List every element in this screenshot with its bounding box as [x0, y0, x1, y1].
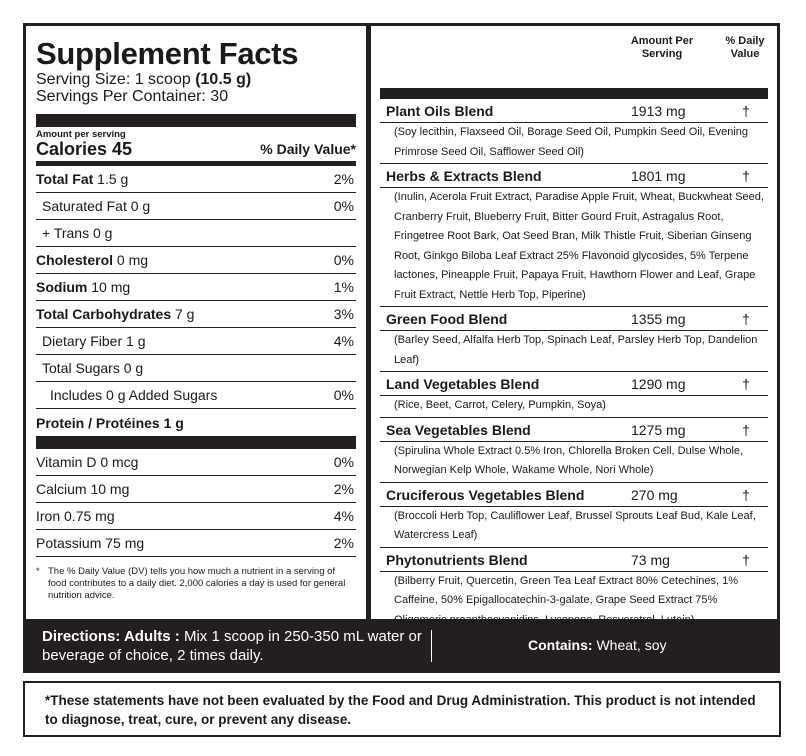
blend-amount: 73 mg [631, 551, 670, 568]
blend-amount: 270 mg [631, 486, 678, 503]
blend-list [380, 99, 768, 631]
blend-amount: 1275 mg [631, 421, 686, 438]
mineral-row-vitamin-d: Vitamin D 0 mcg 0% [36, 449, 356, 476]
blend-name: Phytonutrients Blend [386, 551, 528, 568]
nutrition-panel [26, 26, 366, 619]
blend-ingredients: (Bilberry Fruit, Quercetin, Green Tea Leaf Extract 80% Cetechines, 1% Caffeine, 50% Epigallocatechin-3-galate, Grape Seed Extract 75% Oligomeric proanthocyanidins, Lycopene, Resveratrol, Lutein) [394, 574, 739, 626]
blend-amount: 1801 mg [631, 168, 686, 184]
nutrient-row-total-fat: Total Fat 1.5 g 2% [36, 166, 356, 193]
supplement-facts-label [23, 23, 780, 673]
mineral-list [36, 449, 356, 557]
blend-header-row [380, 99, 768, 123]
calories: Calories 45 [36, 139, 133, 159]
nutrient-row-trans-fat: + Trans 0 g [36, 220, 356, 247]
blend-header-row [380, 548, 768, 572]
blend-amount: 1913 mg [631, 103, 686, 119]
blend-name: Herbs & Extracts Blend [386, 168, 542, 184]
blend-header-row [380, 307, 768, 331]
blend-sea-vegetables [380, 418, 768, 483]
mineral-row-potassium: Potassium 75 mg 2% [36, 530, 356, 557]
blend-amount: 1290 mg [631, 376, 686, 392]
blend-land-vegetables [380, 372, 768, 418]
blend-green-food [380, 307, 768, 372]
mineral-row-calcium: Calcium 10 mg 2% [36, 476, 356, 503]
blend-header-row [380, 418, 768, 442]
amount-per-serving-label: Amount per serving [36, 129, 126, 140]
daily-value-column-header: % Daily Value [725, 35, 765, 60]
blend-header-row [380, 483, 768, 507]
fda-disclaimer: *These statements have not been evaluated by the Food and Drug Administration. This product is not intended to diagnose, treat, cure, or prevent any disease. [23, 681, 781, 737]
nutrient-row-cholesterol: Cholesterol 0 mg 0% [36, 247, 356, 274]
blends-panel [371, 26, 777, 626]
nutrient-row-saturated-fat: Saturated Fat 0 g 0% [36, 193, 356, 220]
blends-header [371, 26, 777, 88]
blend-header-row [380, 372, 768, 396]
directions-text: Directions: Adults : Mix 1 scoop in 250-350 mL water or beverage of choice, 2 times daily. [42, 628, 422, 664]
blend-name: Green Food Blend [386, 311, 508, 327]
blend-header-row [380, 164, 768, 188]
nutrient-row-total-sugars: Total Sugars 0 g [36, 355, 356, 382]
panel-title: Supplement Facts [36, 36, 299, 71]
nutrient-row-total-carbohydrates: Total Carbohydrates 7 g 3% [36, 301, 356, 328]
dagger-mark: † [742, 421, 750, 438]
blend-ingredients: (Inulin, Acerola Fruit Extract, Paradise Apple Fruit, Wheat, Buckwheat Seed, Cranberry Fruit, Blueberry Fruit, Bitter Gourd Fruit, Astragalus Root, Fringetree Root Bark, Oat Seed Bran, Milk Thistle Fruit, Siberian Ginseng Root, Ginkgo Biloba Leaf Extract 25% Flavonoid glycosides, 5% Terpene lactones, Pineapple Fruit, Papaya Fruit, Hawthorn Flower and Leaf, Grape Fruit Extract, Nettle Herb Top, Piperine) [394, 191, 764, 301]
blend-ingredients: (Rice, Beet, Carrot, Celery, Pumpkin, Soya) [394, 399, 606, 411]
nutrient-row-protein: Protein / Protéines 1 g [36, 414, 184, 431]
daily-value-header: % Daily Value* [260, 141, 356, 157]
nutrient-list [36, 166, 356, 436]
nutrient-row-sodium: Sodium 10 mg 1% [36, 274, 356, 301]
blend-name: Cruciferous Vegetables Blend [386, 486, 585, 503]
nutrient-row-added-sugars: Includes 0 g Added Sugars 0% [36, 382, 356, 409]
divider-thick [36, 436, 356, 449]
blend-ingredients: (Spirulina Whole Extract 0.5% Iron, Chlorella Broken Cell, Dulse Whole, Norwegian Kelp Whole, Wakame Whole, Nori Whole) [394, 444, 744, 476]
serving-size: Serving Size: 1 scoop (10.5 g) [36, 71, 252, 88]
blend-name: Land Vegetables Blend [386, 376, 540, 392]
dagger-mark: † [742, 551, 750, 568]
blend-amount: 1355 mg [631, 311, 686, 327]
calories-row [36, 140, 356, 159]
blend-name: Sea Vegetables Blend [386, 421, 531, 438]
mineral-row-iron: Iron 0.75 mg 4% [36, 503, 356, 530]
dagger-mark: † [742, 311, 750, 327]
daily-value-footnote: * The % Daily Value (DV) tells you how much a nutrient in a serving of food contributes to a daily diet. 2,000 calories a day is used for general nutrition advice. [36, 566, 346, 601]
amount-per-serving-header: Amount Per Serving [630, 35, 694, 60]
directions-separator [431, 630, 432, 662]
blend-ingredients: (Barley Seed, Alfalfa Herb Top, Spinach Leaf, Parsley Herb Top, Dandelion Leaf) [394, 334, 758, 366]
servings-per-container: Servings Per Container: 30 [36, 88, 229, 105]
dagger-mark: † [742, 168, 750, 184]
allergen-contains: Contains: Wheat, soy [528, 637, 667, 653]
blend-herbs-extracts [380, 164, 768, 307]
blend-ingredients: (Broccoli Herb Top, Cauliflower Leaf, Brussel Sprouts Leaf Bud, Kale Leaf, Watercress Leaf) [394, 509, 756, 541]
blend-plant-oils [380, 99, 768, 164]
blend-ingredients: (Soy lecithin, Flaxseed Oil, Borage Seed Oil, Pumpkin Seed Oil, Evening Primrose Seed Oil, Safflower Seed Oil) [394, 126, 749, 158]
blend-name: Plant Oils Blend [386, 103, 494, 119]
divider-thick [380, 88, 768, 99]
dagger-mark: † [742, 376, 750, 392]
nutrient-row-dietary-fiber: Dietary Fiber 1 g 4% [36, 328, 356, 355]
dagger-mark: † [742, 103, 750, 119]
dagger-mark: † [742, 486, 750, 503]
blend-phytonutrients [380, 548, 768, 632]
blend-cruciferous-vegetables [380, 483, 768, 548]
divider-thick [36, 114, 356, 127]
directions-bar [26, 622, 777, 670]
